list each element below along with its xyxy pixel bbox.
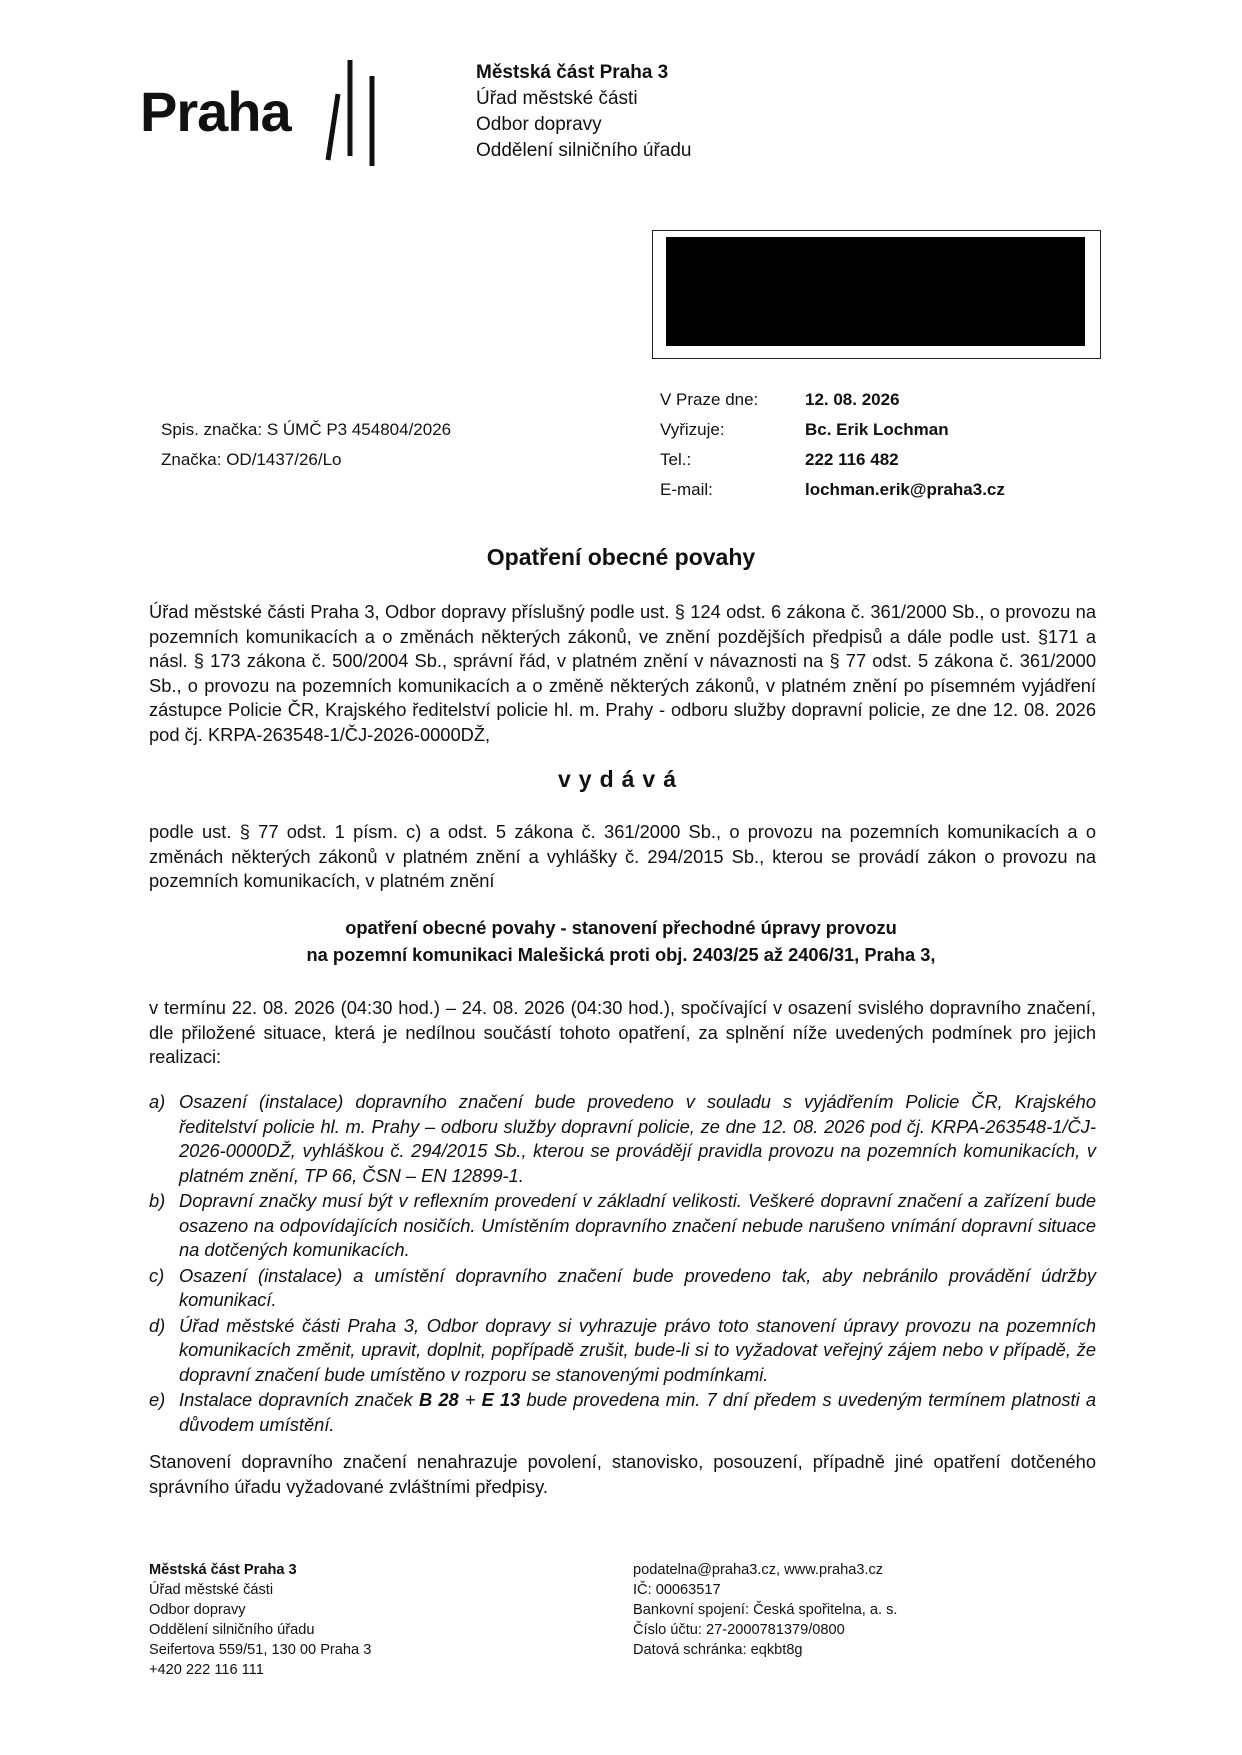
sign-code-e13: E 13 [481,1389,521,1410]
condition-text-part: + [458,1389,482,1410]
footer-line: +420 222 116 111 [149,1662,264,1678]
condition-item [149,1090,1096,1188]
condition-letter: a) [149,1091,166,1112]
meta-value: 222 116 482 [805,450,899,469]
meta-label: E-mail: [660,480,713,499]
office-block [476,60,691,164]
condition-text: Dopravní značky musí být v reflexním provedení v základní velikosti. Veškeré dopravní značení a zařízení bude osazeno na odpovídajících nosičích. Umístěním dopravního značení nebude narušeno vnímání dopravní situace na dotčených komunikacích. [179,1190,1096,1260]
office-line: Odbor dopravy [476,114,602,135]
condition-text: Osazení (instalace) a umístění dopravního značení bude provedeno tak, aby nebránilo provádění údržby komunikací. [179,1264,1096,1310]
contact-meta [660,385,1005,505]
office-line: Městská část Praha 3 [476,62,669,83]
meta-label: V Praze dne: [660,390,759,409]
condition-text-part: Instalace dopravních značek [179,1389,419,1410]
recipient-address-box [652,230,1101,359]
meta-value: 12. 08. 2026 [805,390,900,409]
measure-line: opatření obecné povahy - stanovení přechodné úpravy provozu [345,917,897,938]
footer-line: podatelna@praha3.cz, www.praha3.cz [633,1562,884,1578]
measure-heading [0,914,1242,968]
footer-line: Oddělení silničního úřadu [149,1622,315,1638]
intro-paragraph: Úřad městské části Praha 3, Odbor dopravy příslušný podle ust. § 124 odst. 6 zákona č. 361/2000 Sb., o provozu na pozemních komunikacích a o změnách některých zákonů, ve znění pozdějších předpisů a dále podle ust. §171 a násl. § 173 zákona č. 500/2004 Sb., správní řád, v platném znění v návaznosti na § 77 odst. 5 zákona č. 361/2000 Sb., o provozu na pozemních komunikacích a o změně některých zákonů, v platném znění po písemném vyjádření zástupce Policie ČR, Krajského ředitelství policie hl. m. Prahy - odboru služby dopravní policie, ze dne 12. 08. 2026 pod čj. KRPA-263548-1/ČJ-2026-0000DŽ, [149,601,1096,745]
file-reference: Spis. značka: S ÚMČ P3 454804/2026 [161,420,452,439]
closing-paragraph: Stanovení dopravního značení nenahrazuje povolení, stanovisko, posouzení, případně jiné opatření dotčeného správního úřadu vyžadované zvláštními předpisy. [149,1451,1096,1497]
condition-letter: b) [149,1190,166,1211]
case-reference: Značka: OD/1437/26/Lo [161,450,342,469]
footer-line: Městská část Praha 3 [149,1562,297,1578]
term-paragraph: v termínu 22. 08. 2026 (04:30 hod.) – 24. 08. 2026 (04:30 hod.), spočívající v osazení svislého dopravního značení, dle přiložené situace, která je nedílnou součástí tohoto opatření, za splnění níže uvedených podmínek pro jejich realizaci: [149,997,1096,1067]
office-line: Úřad městské části [476,88,638,109]
condition-item [149,1314,1096,1388]
basis-paragraph: podle ust. § 77 odst. 1 písm. c) a odst. 5 zákona č. 361/2000 Sb., o provozu na pozemních komunikacích a o změnách některých zákonů v platném znění a vyhlášky č. 294/2015 Sb., kterou se provádí zákon o provozu na pozemních komunikacích, v platném znění [149,821,1096,891]
redacted-address [666,237,1085,346]
meta-value: Bc. Erik Lochman [805,420,949,439]
condition-letter: e) [149,1389,166,1410]
footer-line: Úřad městské části [149,1582,274,1598]
meta-label: Vyřizuje: [660,420,725,439]
measure-line: na pozemní komunikaci Malešická proti obj. 2403/25 až 2406/31, Praha 3, [306,944,936,965]
condition-item [149,1189,1096,1263]
condition-item [149,1388,1096,1437]
document-title: Opatření obecné povahy [486,544,756,570]
condition-letter: c) [149,1264,165,1286]
condition-item [149,1264,1096,1313]
praha-logo-text: Praha [140,80,291,143]
condition-text: Osazení (instalace) dopravního značení bude provedeno v souladu s vyjádřením Policie ČR, Krajského ředitelství policie hl. m. Prahy – odboru služby dopravní policie, ze dne 12. 08. 2026 pod čj. KRPA-263548-1/ČJ-2026-0000DŽ, vyhláškou č. 294/2015 Sb., kterou se provádějí pravidla provozu na pozemních komunikacích, v platném znění, TP 66, ČSN – EN 12899-1. [179,1091,1096,1186]
issues-heading: vydává [557,766,684,792]
condition-text: Úřad městské části Praha 3, Odbor dopravy si vyhrazuje právo toto stanovení úpravy provozu na pozemních komunikacích změnit, upravit, doplnit, popřípadě zrušit, bude-li si to vyžadovat veřejný zájem nebo v případě, že dopravní značení bude umístěno v rozporu se stanovenými podmínkami. [179,1314,1096,1385]
conditions-list [149,1090,1096,1438]
office-line: Oddělení silničního úřadu [476,140,692,161]
footer-line: Seifertova 559/51, 130 00 Praha 3 [149,1642,372,1658]
meta-label: Tel.: [660,450,692,469]
condition-text [179,1388,1096,1437]
praha-logo-bars-icon [314,56,394,166]
condition-letter: d) [149,1314,166,1336]
footer-contacts [633,1560,897,1660]
footer-line: Číslo účtu: 27-2000781379/0800 [633,1622,845,1638]
footer-line: IČ: 00063517 [633,1582,721,1598]
footer-address [149,1560,371,1680]
sign-code-b28: B 28 [418,1389,459,1410]
condition-text-part: bude provedena min. 7 dní předem s uvedeným termínem platnosti a důvodem umístění. [179,1389,1096,1435]
footer-line: Bankovní spojení: Česká spořitelna, a. s. [633,1602,898,1618]
footer-line: Datová schránka: eqkbt8g [633,1642,803,1658]
reference-block [161,415,451,475]
footer-line: Odbor dopravy [149,1602,246,1618]
meta-value: lochman.erik@praha3.cz [805,480,1005,499]
